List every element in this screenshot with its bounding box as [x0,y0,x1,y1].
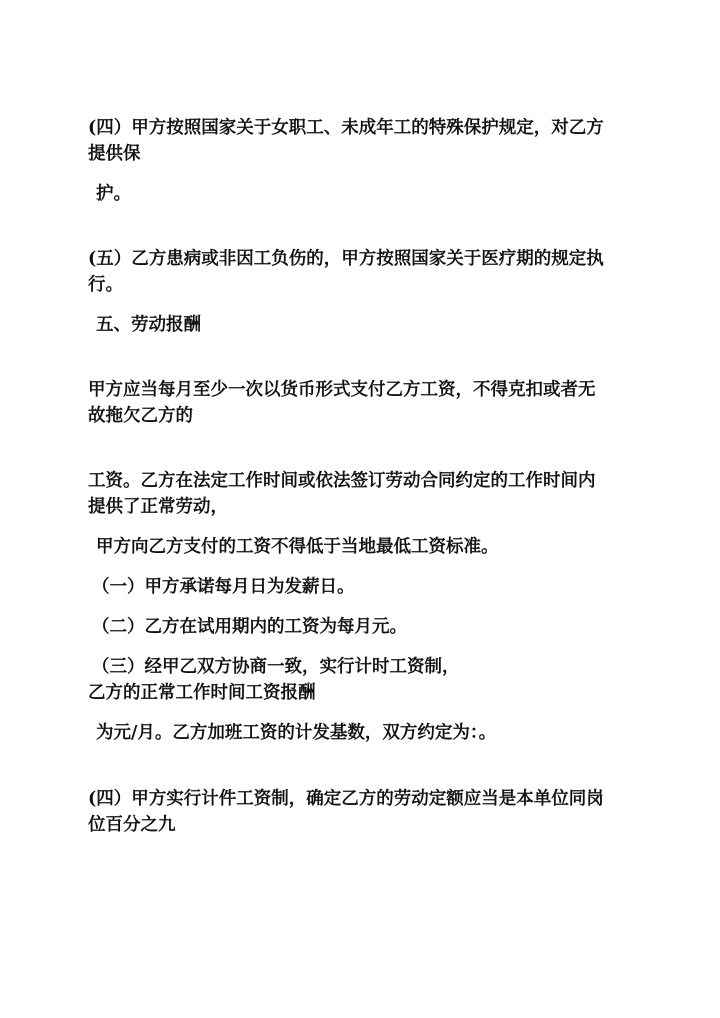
paragraph-line: 提供保 [88,144,141,164]
paragraph-line: 故拖欠乙方的 [88,406,193,426]
paragraph-line: (五）乙方患病或非因工负伤的，甲方按照国家关于医疗期的规定执 [88,249,604,269]
paragraph-line: 为元/月。乙方加班工资的计发基数，双方约定为：。 [96,723,497,743]
paragraph-line: 位百分之九 [88,815,176,835]
paragraph-line: 行。 [88,275,123,295]
list-item: （二）乙方在试用期内的工资为每月元。 [92,617,407,637]
paragraph-line: (四）甲方按照国家关于女职工、未成年工的特殊保护规定，对乙方 [88,118,604,138]
paragraph-line: 护。 [96,184,131,204]
paragraph-line: (四）甲方实行计件工资制，确定乙方的劳动定额应当是本单位同岗 [88,789,604,809]
paragraph-line: 甲方应当每月至少一次以货币形式支付乙方工资，不得克扣或者无 [88,380,596,400]
paragraph-line: 工资。乙方在法定工作时间或依法签订劳动合同约定的工作时间内 [88,471,596,491]
paragraph-line: 提供了正常劳动， [88,497,228,517]
list-item: （一）甲方承诺每月日为发薪日。 [92,577,355,597]
paragraph-line: 甲方向乙方支付的工资不得低于当地最低工资标准。 [96,537,499,557]
section-heading: 五、劳动报酬 [96,315,201,335]
list-item: （三）经甲乙双方协商一致，实行计时工资制， [92,657,460,677]
paragraph-line: 乙方的正常工作时间工资报酬 [88,683,316,703]
